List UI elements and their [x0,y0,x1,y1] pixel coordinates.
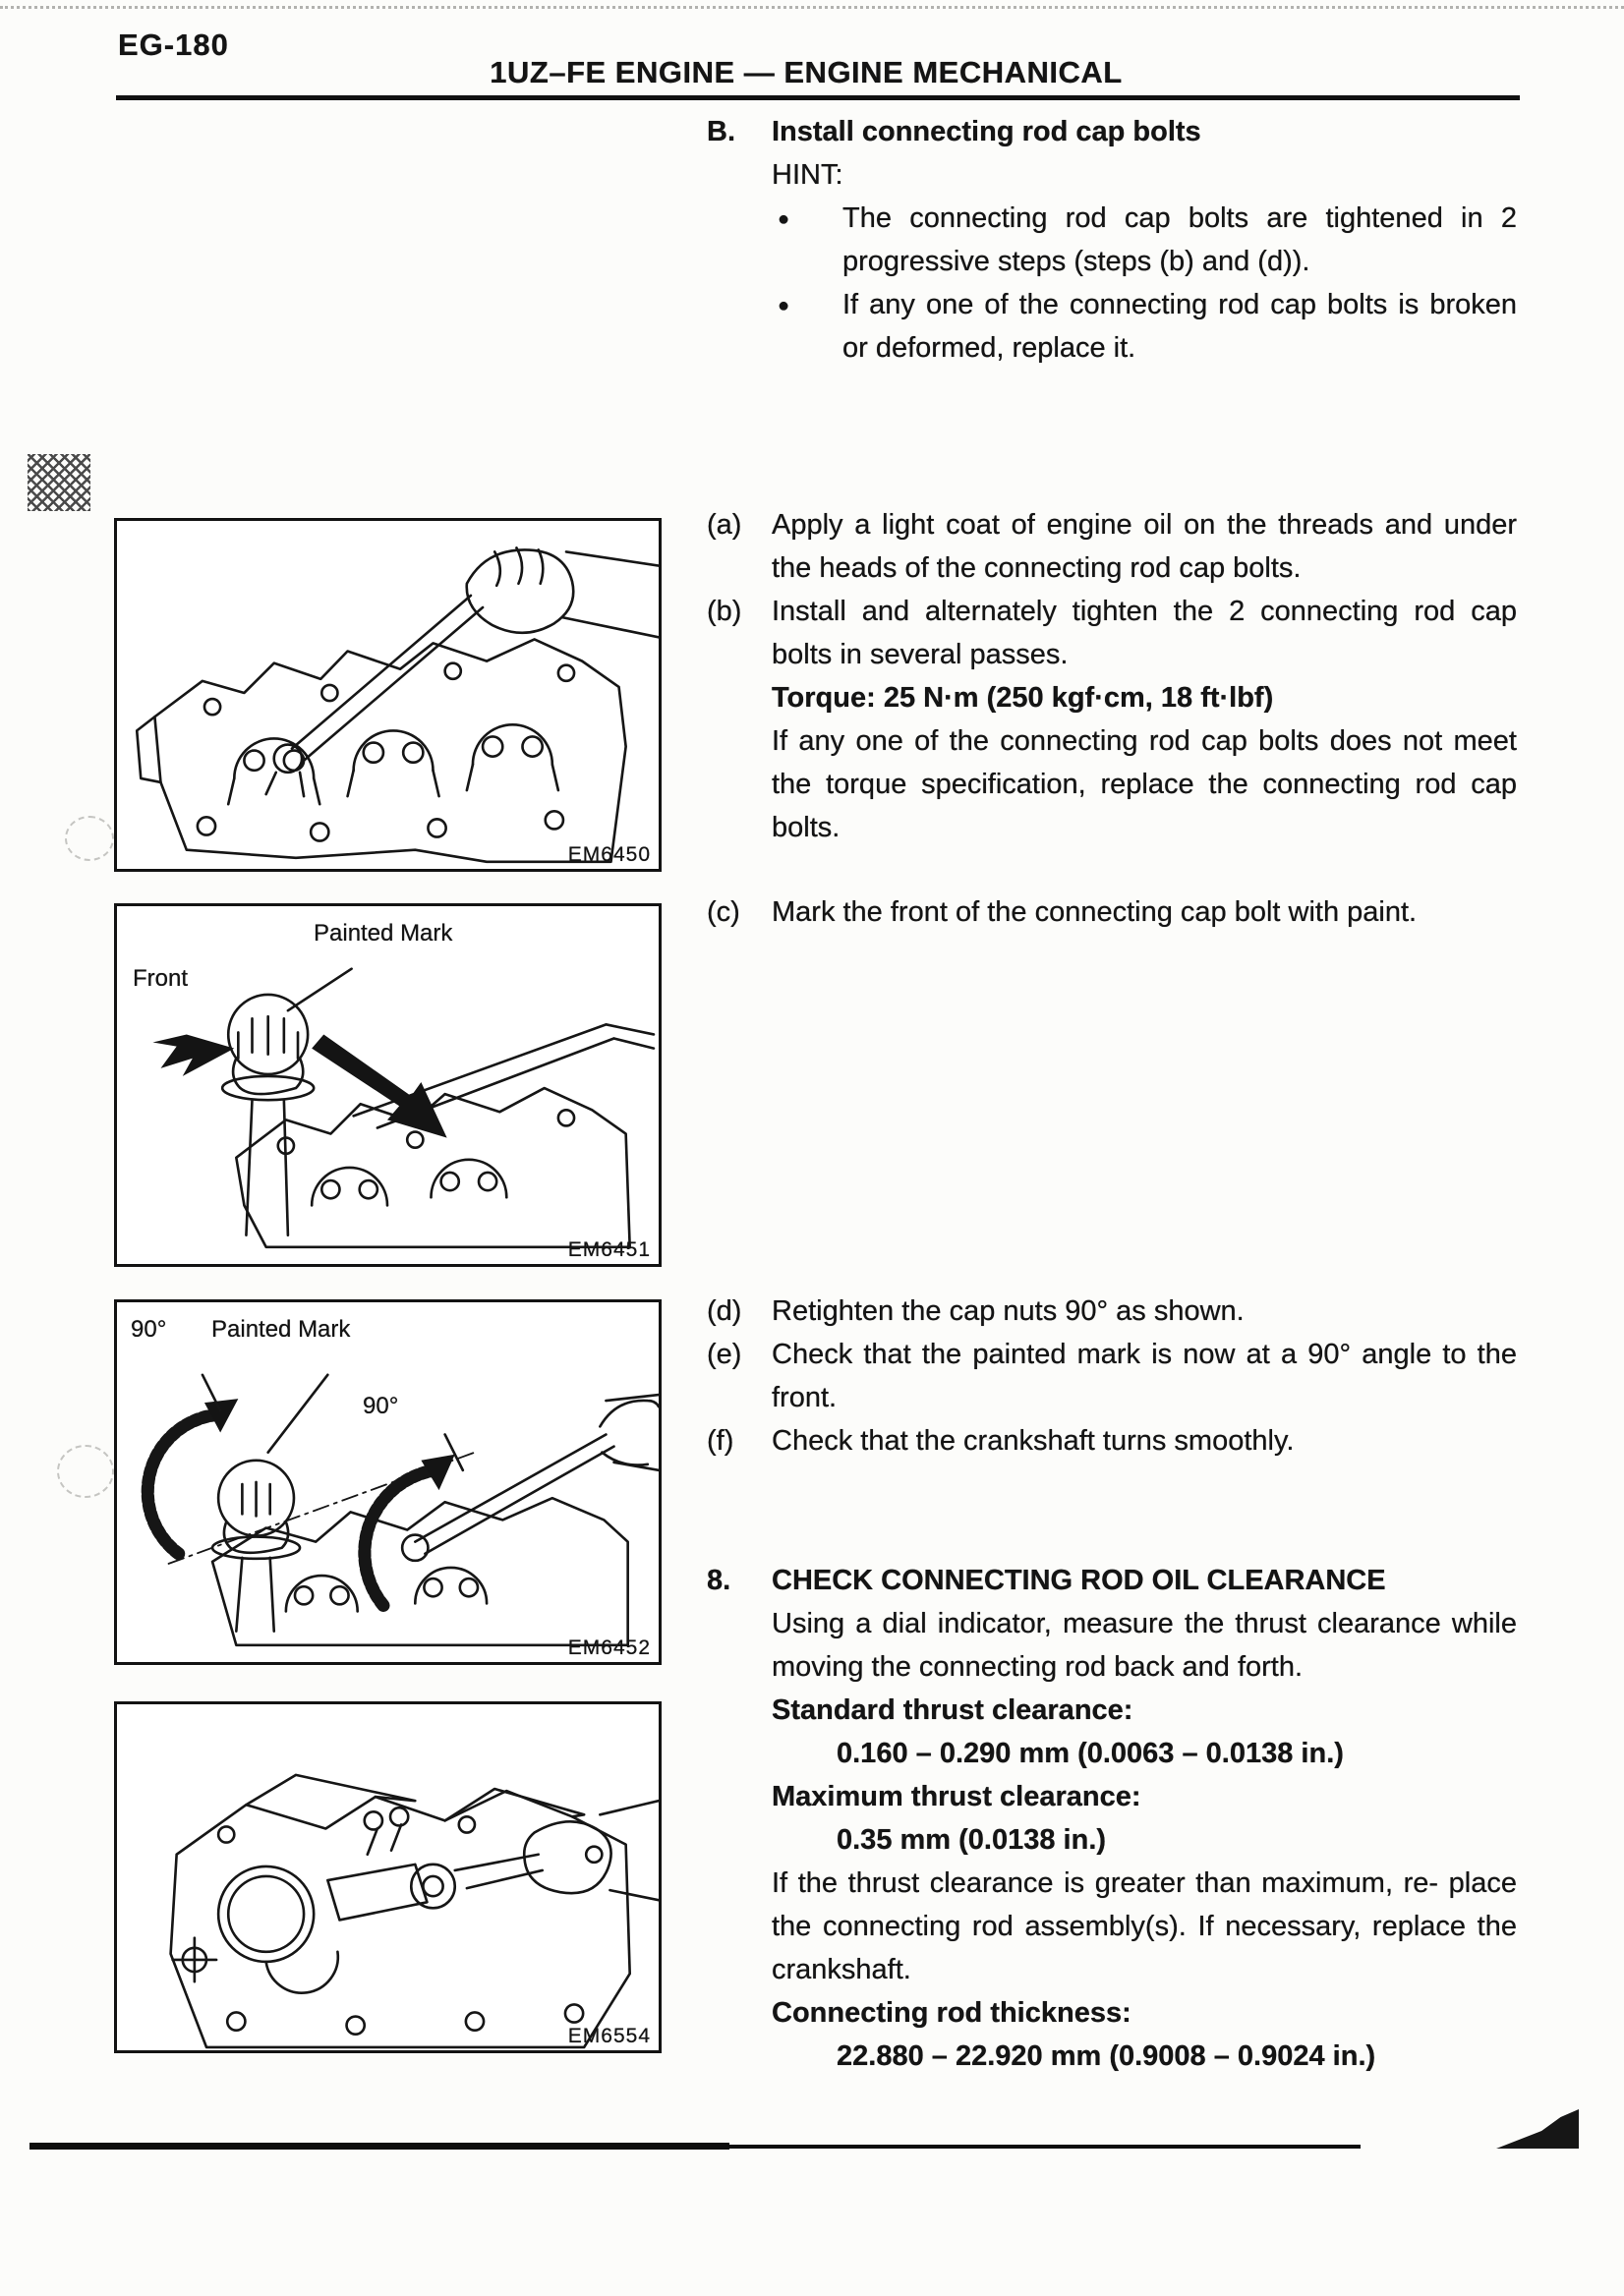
step-label: (a) [707,509,742,541]
page-title: 1UZ–FE ENGINE — ENGINE MECHANICAL [490,55,1123,89]
step-text: Check that the painted mark is now at a 90° angle to the front. [772,1339,1517,1413]
figure-code: EM6451 [567,1238,651,1261]
scan-artifact-smudge [1496,2109,1579,2149]
step-label: (b) [707,596,742,627]
step-c [707,890,1517,934]
steps-a-b [707,503,1517,849]
hint-label: HINT: [772,159,843,191]
figure-thrust-clearance [114,1701,662,2053]
step-b [707,590,1517,849]
scan-artifact-circle [65,816,114,861]
step-label: (c) [707,896,740,928]
step-a [707,503,1517,590]
step-label: (f) [707,1425,734,1457]
header-rule [116,95,1520,100]
spec-name: Maximum thrust clearance: [772,1781,1141,1812]
scan-dotted-edge [0,6,1624,9]
section-8-intro: Using a dial indicator, measure the thrust clearance while moving the connecting rod back and forth. [772,1608,1517,1683]
figure-code: EM6554 [567,2025,651,2047]
step-note: If any one of the connecting rod cap bolts does not meet the torque specification, replace the connecting rod cap bolts. [772,725,1517,843]
deg-90-left-label: 90° [131,1316,167,1343]
hint-item [772,197,1517,283]
engine-illustration [117,1704,659,2050]
painted-mark-label: Painted Mark [314,920,453,947]
section-8-heading [707,1559,1517,1602]
step-c-block [707,890,1517,934]
painted-mark-label: Painted Mark [211,1316,351,1343]
spec-value: 22.880 – 22.920 mm (0.9008 – 0.9024 in.) [837,2040,1376,2072]
engine-illustration [117,906,659,1264]
section-8 [707,1559,1517,2078]
step-label: (e) [707,1339,742,1370]
section-b-title: Install connecting rod cap bolts [772,116,1201,147]
step-text: Apply a light coat of engine oil on the threads and under the heads of the connecting rod cap bolts. [772,509,1517,584]
scan-artifact-circle [57,1445,114,1498]
steps-d-e-f [707,1290,1517,1463]
figure-code: EM6450 [567,843,651,866]
bullet-icon: ● [778,208,790,230]
step-text: Retighten the cap nuts 90° as shown. [772,1295,1245,1327]
step-e [707,1333,1517,1419]
figure-code: EM6452 [567,1636,651,1659]
step-text: Check that the crankshaft turns smoothly. [772,1425,1295,1457]
footer-rule-thin [729,2145,1361,2149]
section-b-label: B. [707,116,735,147]
section-b [707,110,1517,370]
spec-value: 0.160 – 0.290 mm (0.0063 – 0.0138 in.) [837,1738,1344,1769]
engine-illustration [117,1302,659,1662]
section-8-body [707,1602,1517,2078]
section-8-number: 8. [707,1565,731,1596]
step-d [707,1290,1517,1333]
hint-item [772,283,1517,370]
section-8-title: CHECK CONNECTING ROD OIL CLEARANCE [772,1565,1386,1596]
step-text: Mark the front of the connecting cap bolt with paint. [772,896,1418,928]
step-f [707,1419,1517,1463]
torque-spec: Torque: 25 N·m (250 kgf·cm, 18 ft·lbf) [772,682,1274,714]
deg-90-mid-label: 90° [363,1393,399,1419]
hint-text: The connecting rod cap bolts are tightened in 2 progressive steps (steps (b) and (d)). [842,202,1517,277]
spec-value: 0.35 mm (0.0138 in.) [837,1824,1107,1856]
spec-name: Connecting rod thickness: [772,1997,1131,2029]
spec-name: Standard thrust clearance: [772,1694,1133,1726]
step-text: Install and alternately tighten the 2 connecting rod cap bolts in several passes. [772,596,1517,670]
front-label: Front [133,965,189,992]
engine-illustration [117,521,659,869]
footer-rule [29,2143,729,2150]
figure-tighten-bolts [114,518,662,872]
scan-artifact-tab [28,454,90,511]
hint-text: If any one of the connecting rod cap bolts is broken or deformed, replace it. [842,289,1517,364]
page-number: EG-180 [118,28,229,62]
figure-painted-mark [114,903,662,1267]
section-8-note: If the thrust clearance is greater than maximum, re- place the connecting rod assembly(s). If necessary, replace the crankshaft. [772,1867,1517,1985]
bullet-icon: ● [778,295,790,316]
figure-retighten-90 [114,1299,662,1665]
step-label: (d) [707,1295,742,1327]
